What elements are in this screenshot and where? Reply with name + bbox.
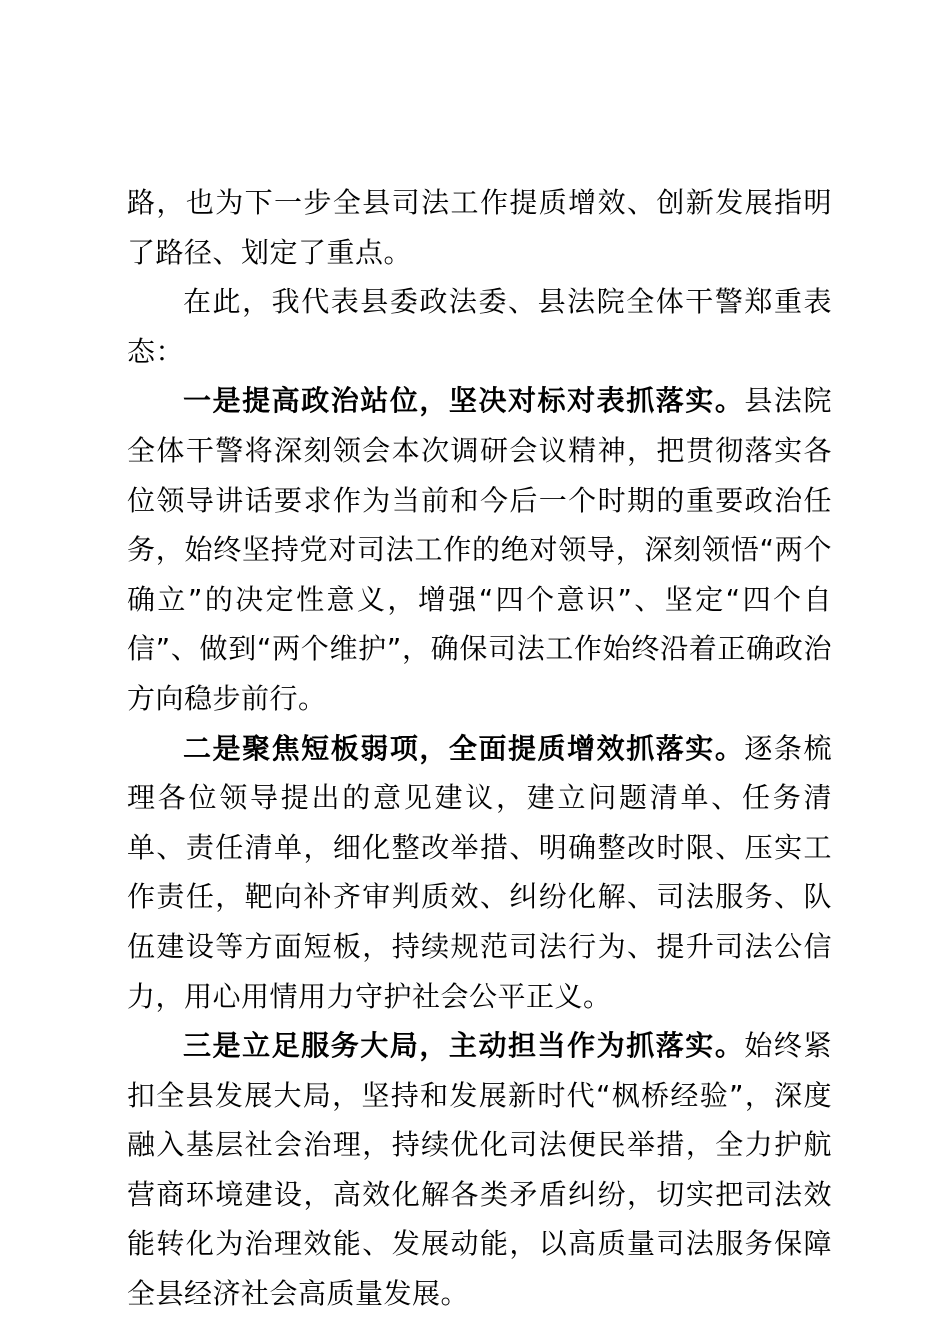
paragraph-point-three (127, 1021, 832, 1319)
paragraph-text: 在此，我代表县委政法委、县法院全体干警郑重表态： (127, 285, 832, 368)
paragraph-lead: 一是提高政治站位，坚决对标对表抓落实。 (183, 384, 745, 418)
document-body (127, 178, 832, 1319)
paragraph-text: 县法院全体干警将深刻领会本次调研会议精神，把贯彻落实各位领导讲话要求作为当前和今后一个时期的重要政治任务，始终坚持党对司法工作的绝对领导，深刻领悟“两个确立”的决定性意义，增强“四个意识”、坚定“四个自信”、做到“两个维护”，确保司法工作始终沿着正确政治方向稳步前行。 (127, 384, 832, 715)
paragraph-point-one (127, 376, 832, 723)
paragraph-text: 始终紧扣全县发展大局，坚持和发展新时代“枫桥经验”，深度融入基层社会治理，持续优化司法便民举措，全力护航营商环境建设，高效化解各类矛盾纠纷，切实把司法效能转化为治理效能、发展动能，以高质量司法服务保障全县经济社会高质量发展。 (127, 1029, 832, 1311)
paragraph-lead: 二是聚焦短板弱项，全面提质增效抓落实。 (183, 731, 745, 765)
paragraph-lead: 三是立足服务大局，主动担当作为抓落实。 (183, 1029, 745, 1063)
paragraph-statement-intro (127, 277, 832, 376)
paragraph-point-two (127, 724, 832, 1022)
paragraph-continuation (127, 178, 832, 277)
paragraph-text: 路，也为下一步全县司法工作提质增效、创新发展指明了路径、划定了重点。 (127, 186, 832, 269)
paragraph-text: 逐条梳理各位领导提出的意见建议，建立问题清单、任务清单、责任清单，细化整改举措、明确整改时限、压实工作责任，靶向补齐审判质效、纠纷化解、司法服务、队伍建设等方面短板，持续规范司法行为、提升司法公信力，用心用情用力守护社会公平正义。 (127, 731, 832, 1013)
